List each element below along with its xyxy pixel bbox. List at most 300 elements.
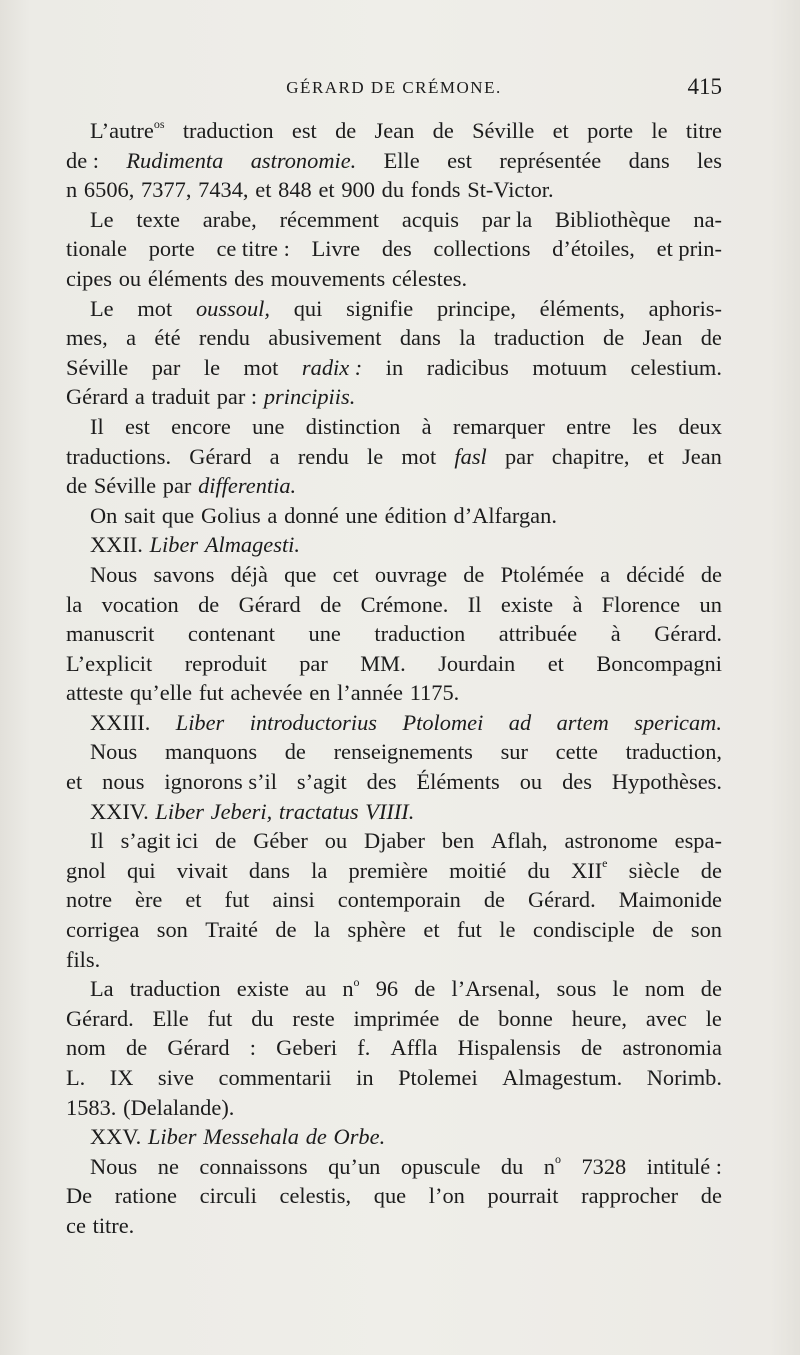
word: célestes. [391, 265, 468, 291]
word: l’Arsenal, [451, 976, 541, 1002]
word: Liber [175, 709, 225, 735]
word: ratione [114, 1183, 177, 1209]
word: de [458, 1005, 480, 1031]
text-line [66, 678, 722, 708]
word: la [311, 857, 328, 883]
word: ignorons s’il [164, 769, 277, 795]
word: traduction [182, 118, 274, 143]
word: traductions. [66, 443, 172, 469]
word: gnol [66, 857, 106, 883]
word: de [700, 857, 722, 883]
word: Rudimenta [126, 147, 224, 173]
word: une [345, 502, 378, 528]
section-heading [66, 797, 722, 827]
word: Géber [253, 828, 308, 854]
word: qui [293, 295, 323, 321]
word: Le [90, 206, 114, 232]
text-line [66, 1211, 722, 1241]
word: na- [693, 206, 722, 232]
word: sait [124, 502, 156, 528]
text-line [66, 619, 722, 649]
word: cipes [66, 265, 113, 291]
word: d’étoiles, [552, 236, 635, 262]
word: Jourdain [438, 650, 516, 676]
word: (Delalande). [123, 1094, 235, 1120]
word: des [366, 769, 397, 795]
text-line [66, 1033, 722, 1063]
word: ou [118, 265, 142, 291]
word: Boncompagni [596, 650, 722, 676]
word: corrigea [66, 917, 140, 943]
text-line [66, 797, 722, 827]
word: de [126, 1035, 148, 1061]
word: de [305, 1124, 327, 1150]
word: ouvrage [374, 561, 448, 587]
word: que [373, 1183, 407, 1209]
word: est [447, 147, 472, 173]
word: ainsi [272, 887, 315, 913]
word: de [463, 561, 485, 587]
word: éléments [147, 265, 228, 291]
word: par [504, 443, 534, 469]
text-line [66, 945, 722, 975]
word: 7328 [581, 1153, 627, 1179]
word: in [356, 1065, 374, 1090]
word: que [161, 502, 195, 528]
word: Bibliothèque [554, 206, 671, 232]
word: 1583. [66, 1094, 117, 1120]
text-line [66, 826, 722, 856]
word: ou [324, 828, 348, 854]
word: sur [500, 739, 528, 765]
word: principe, [436, 295, 516, 321]
word: contenant [187, 621, 275, 647]
word: : [249, 1035, 256, 1061]
word: Orbe. [333, 1124, 386, 1150]
word: astronome [564, 828, 658, 854]
word: vocation [101, 591, 179, 617]
word: abusivement [268, 325, 382, 351]
word: $n^o$ [543, 1152, 561, 1179]
paragraph [66, 412, 722, 501]
word: rendu [198, 325, 250, 351]
section-heading [66, 530, 722, 560]
word: Messehala [203, 1124, 299, 1150]
word: espa- [674, 828, 722, 854]
word: la [66, 591, 83, 617]
word: manuscrit [66, 621, 155, 647]
word: Affla [390, 1035, 438, 1061]
word: ad [508, 709, 532, 735]
word: 1175. [409, 680, 460, 706]
word: des [381, 236, 412, 262]
word: de [700, 561, 722, 587]
word: dans [248, 857, 290, 883]
text-line [66, 737, 722, 767]
word: entre [566, 413, 611, 439]
text-line [66, 767, 722, 797]
word: décidé [626, 561, 685, 587]
word: oussoul, [195, 295, 270, 321]
word: Traité [205, 917, 258, 943]
word: Nous [90, 561, 138, 587]
text-line [66, 649, 722, 679]
word: circuli [199, 1183, 257, 1209]
text-line [66, 1152, 722, 1182]
word: condisciple [532, 917, 635, 943]
text-line [66, 1181, 722, 1211]
word: du [500, 1153, 524, 1179]
word: XXIV. [90, 798, 149, 824]
superscript: o [554, 1152, 561, 1167]
word: Gérard. [654, 621, 722, 647]
word: MM. [360, 650, 406, 676]
word: renseignements [333, 739, 473, 765]
word: l’on [428, 1183, 465, 1209]
word: spericam. [634, 709, 722, 735]
word: en [309, 680, 331, 706]
word: de [335, 118, 357, 143]
word: pourrait [487, 1183, 559, 1209]
word: fut [224, 887, 250, 913]
word: titre [685, 118, 722, 143]
word: s’agit ici [120, 828, 199, 854]
word: et [552, 118, 569, 143]
word: et prin- [656, 236, 722, 262]
word: introductorius [249, 709, 378, 735]
word: siècle [628, 857, 680, 883]
word: Jeberi, [210, 798, 273, 824]
word: IX [109, 1065, 134, 1090]
word: tionale [66, 236, 127, 262]
word: traduction [493, 325, 585, 351]
word: Gérard [167, 1035, 230, 1061]
word: par [162, 473, 192, 499]
word: et [66, 769, 83, 795]
word: bonne [498, 1005, 553, 1031]
word: in [385, 354, 404, 380]
word: reproduit [184, 650, 267, 676]
word: par [151, 354, 181, 380]
word: VIIII. [365, 798, 415, 824]
word: de [275, 917, 297, 943]
word: 6506, [83, 177, 135, 203]
word: XIIe [571, 856, 608, 883]
word: et [423, 917, 440, 943]
word: 96 [375, 976, 399, 1002]
word: celestium. [630, 354, 722, 380]
word: la [313, 917, 331, 943]
word: atteste [66, 680, 124, 706]
text-line [66, 885, 722, 915]
body-text [66, 116, 722, 1241]
word: motuum [532, 354, 607, 380]
text-line [66, 146, 722, 176]
word: de [700, 325, 722, 351]
word: Nous [90, 1153, 138, 1179]
text-line [66, 974, 722, 1004]
word: manquons [164, 739, 258, 765]
word: f. [357, 1035, 371, 1061]
word: notre [66, 887, 113, 913]
word: avec [645, 1005, 687, 1031]
word: s’agit [296, 769, 347, 795]
word: Il [90, 413, 104, 439]
word: Jean [682, 443, 722, 469]
text-line [66, 264, 722, 294]
word: nom [66, 1035, 106, 1061]
word: Liber [147, 1124, 197, 1150]
word: le [203, 354, 221, 380]
word: de [700, 976, 722, 1002]
word: porte [148, 236, 195, 262]
word: Éléments [416, 769, 500, 795]
word: Norimb. [646, 1065, 722, 1090]
word: Hispalensis [457, 1035, 561, 1061]
text-line [66, 501, 722, 531]
text-line [66, 530, 722, 560]
word: ce [66, 1212, 86, 1238]
word: de [432, 118, 454, 143]
word: d’Alfargan. [453, 502, 557, 528]
word: intitulé : [646, 1153, 722, 1179]
word: St-Victor. [467, 177, 554, 203]
word: principiis. [263, 384, 356, 410]
paragraph [66, 116, 722, 205]
word: nous [102, 769, 145, 795]
word: a [134, 384, 145, 410]
word: XXIII. [90, 709, 151, 735]
superscript: os [153, 116, 165, 131]
word: n [66, 177, 78, 203]
text-line [66, 471, 722, 501]
word: achevée [230, 680, 303, 706]
word: nom [644, 976, 685, 1002]
word: mot [401, 443, 437, 469]
text-line [66, 708, 722, 738]
word: existe [236, 976, 289, 1002]
word: Gérard [238, 591, 301, 617]
word: Hypothèses. [611, 769, 722, 795]
word: a [600, 561, 611, 587]
word: Gérard [189, 443, 252, 469]
word: Almagesti. [204, 532, 300, 558]
word: Séville [93, 473, 157, 499]
word: fonds [410, 177, 461, 203]
word: arabe, [202, 206, 257, 232]
word: édition [384, 502, 447, 528]
word: du [251, 1005, 274, 1031]
text-line [66, 856, 722, 886]
word: Geberi [276, 1035, 338, 1061]
word: à [421, 413, 432, 439]
word: a [126, 325, 137, 351]
paragraph [66, 826, 722, 974]
word: Le [90, 295, 114, 321]
word: à [572, 591, 583, 617]
word: 900 [341, 177, 375, 203]
word: attribuée [498, 621, 578, 647]
word: traduction [129, 976, 221, 1002]
word: celestis, [279, 1183, 352, 1209]
word: le [499, 917, 516, 943]
word: Nous [90, 739, 138, 765]
word: titre. [92, 1212, 135, 1238]
word: De [66, 1183, 93, 1209]
word: contemporain [337, 887, 461, 913]
word: Maimonide [618, 887, 722, 913]
word: le [705, 1005, 722, 1031]
word: On [90, 502, 118, 528]
word: de [700, 1183, 722, 1209]
word: que [284, 561, 317, 587]
word: Il [90, 828, 104, 854]
word: L’explicit [66, 650, 153, 676]
word: cet [332, 561, 359, 587]
word: une [308, 621, 341, 647]
word: tractatus [278, 798, 359, 824]
section-heading [66, 708, 722, 738]
paragraph [66, 205, 722, 294]
word: astronomia [622, 1035, 722, 1061]
word: les [632, 413, 658, 439]
text-line [66, 442, 722, 472]
word: 7377, [141, 177, 192, 203]
word: opuscule [400, 1153, 481, 1179]
word: differentia. [198, 473, 297, 499]
word: Ptolémée [500, 561, 584, 587]
word: le [367, 443, 384, 469]
word: de [581, 1035, 603, 1061]
word: Crémone. [360, 591, 449, 617]
word: fut [457, 917, 482, 943]
word: sphère [347, 917, 406, 943]
word: Aflah, [491, 828, 548, 854]
word: cette [555, 739, 598, 765]
word: éléments, [539, 295, 625, 321]
word: mot [137, 295, 173, 321]
word: 848 [278, 177, 312, 203]
word: collections [433, 236, 531, 262]
word: rendu [297, 443, 349, 469]
word: des [562, 769, 592, 795]
word: XXV. [90, 1124, 142, 1150]
word: mes, [66, 325, 108, 351]
word: a [267, 502, 278, 528]
paragraph [66, 560, 722, 708]
word: donné [284, 502, 339, 528]
word: de [215, 828, 237, 854]
word: le [612, 976, 629, 1002]
word: est [291, 118, 317, 143]
word: l’année [337, 680, 403, 706]
word: de [320, 591, 342, 617]
word: des [234, 265, 265, 291]
word: de : [66, 147, 99, 173]
word: La [90, 976, 114, 1002]
word: de [66, 473, 88, 499]
text-line [66, 294, 722, 324]
word: ben [441, 828, 475, 854]
word: texte [136, 206, 180, 232]
text-line [66, 175, 722, 205]
word: radicibus [426, 354, 509, 380]
text-line [66, 382, 722, 412]
word: traduction [374, 621, 466, 647]
word: Liber [155, 798, 204, 824]
word: est [124, 413, 150, 439]
word: encore [171, 413, 231, 439]
word: Livre [311, 236, 361, 262]
word: connaissons [199, 1153, 308, 1179]
word: vivait [176, 857, 228, 883]
word: XXII. [90, 532, 143, 558]
word: L’autre$^{os}$ [90, 116, 165, 143]
word: porte [587, 118, 634, 143]
word: 7434, [198, 177, 249, 203]
word: et [647, 443, 664, 469]
word: ère [135, 887, 163, 913]
word: Il [467, 591, 482, 617]
word: Gérard. [527, 887, 596, 913]
word: existe [500, 591, 554, 617]
paragraph [66, 501, 722, 531]
word: été [154, 325, 181, 351]
paragraph [66, 1152, 722, 1241]
text-line [66, 560, 722, 590]
word: de [414, 976, 436, 1002]
word: sive [157, 1065, 194, 1090]
page-header [66, 74, 722, 106]
word: radix : [301, 354, 363, 380]
word: a [269, 443, 280, 469]
text-line [66, 1004, 722, 1034]
word: deux [678, 413, 722, 439]
word: et [185, 887, 202, 913]
word: un [699, 591, 722, 617]
text-line [66, 205, 722, 235]
running-title: GÉRARD DE CRÉMONE. [286, 78, 502, 97]
word: qu’un [328, 1153, 381, 1179]
word: Séville [66, 354, 129, 380]
word: acquis [401, 206, 460, 232]
text-line [66, 116, 722, 146]
word: dans [399, 325, 441, 351]
word: ce titre : [216, 236, 290, 262]
word: remarquer [452, 413, 545, 439]
word: moitié [449, 857, 507, 883]
word: fasl [454, 443, 487, 469]
word: par : [216, 384, 258, 410]
word: ne [157, 1153, 179, 1179]
word: qui [126, 857, 156, 883]
word: fils. [66, 946, 101, 972]
word: Jean [374, 118, 415, 143]
word: de [284, 739, 306, 765]
word: Séville [472, 118, 535, 143]
text-line [66, 353, 722, 383]
word: Gérard. [66, 1005, 134, 1031]
word: Jean [642, 325, 683, 351]
word: et [255, 177, 272, 203]
text-line [66, 234, 722, 264]
word: dans [628, 147, 670, 173]
word: imprimée [353, 1005, 440, 1031]
word: fut [207, 1005, 233, 1031]
word: du [527, 857, 550, 883]
word: Djaber [364, 828, 425, 854]
word: à [610, 621, 621, 647]
